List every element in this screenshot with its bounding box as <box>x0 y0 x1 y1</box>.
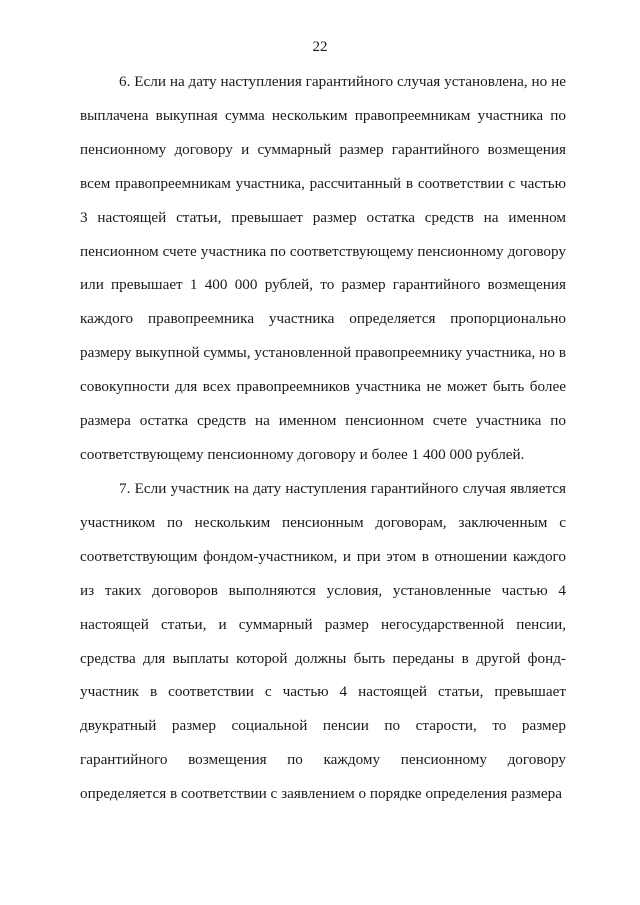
page-number: 22 <box>312 39 328 55</box>
paragraph-7: 7. Если участник на дату наступления гарантийного случая является участником по нескольким пенсионным договорам, заключенным с соответствующим фондом-участником, и при этом в отношении каждого из таких договоров выполняются условия, установленные частью 4 настоящей статьи, и суммарный размер негосударственной пенсии, средства для выплаты которой должны быть переданы в другой фонд-участник в соответствии с частью 4 настоящей статьи, превышает двукратный размер социальной пенсии по старости, то размер гарантийного возмещения по каждому пенсионному договору определяется в соответствии с заявлением о порядке определения размера <box>80 480 566 803</box>
paragraph-6: 6. Если на дату наступления гарантийного случая установлена, но не выплачена выкупная сумма нескольким правопреемникам участника по пенсионному договору и суммарный размер гарантийного возмещения всем правопреемникам участника, рассчитанный в соответствии с частью 3 настоящей статьи, превышает размер остатка средств на именном пенсионном счете участника по соответствующему пенсионному договору или превышает 1 400 000 рублей, то размер гарантийного возмещения каждого правопреемника участника определяется пропорционально размеру выкупной суммы, установленной правопреемнику участника, но в совокупности для всех правопреемников участника не может быть более размера остатка средств на именном пенсионном счете участника по соответствующему пенсионному договору и более 1 400 000 рублей. <box>80 73 566 463</box>
